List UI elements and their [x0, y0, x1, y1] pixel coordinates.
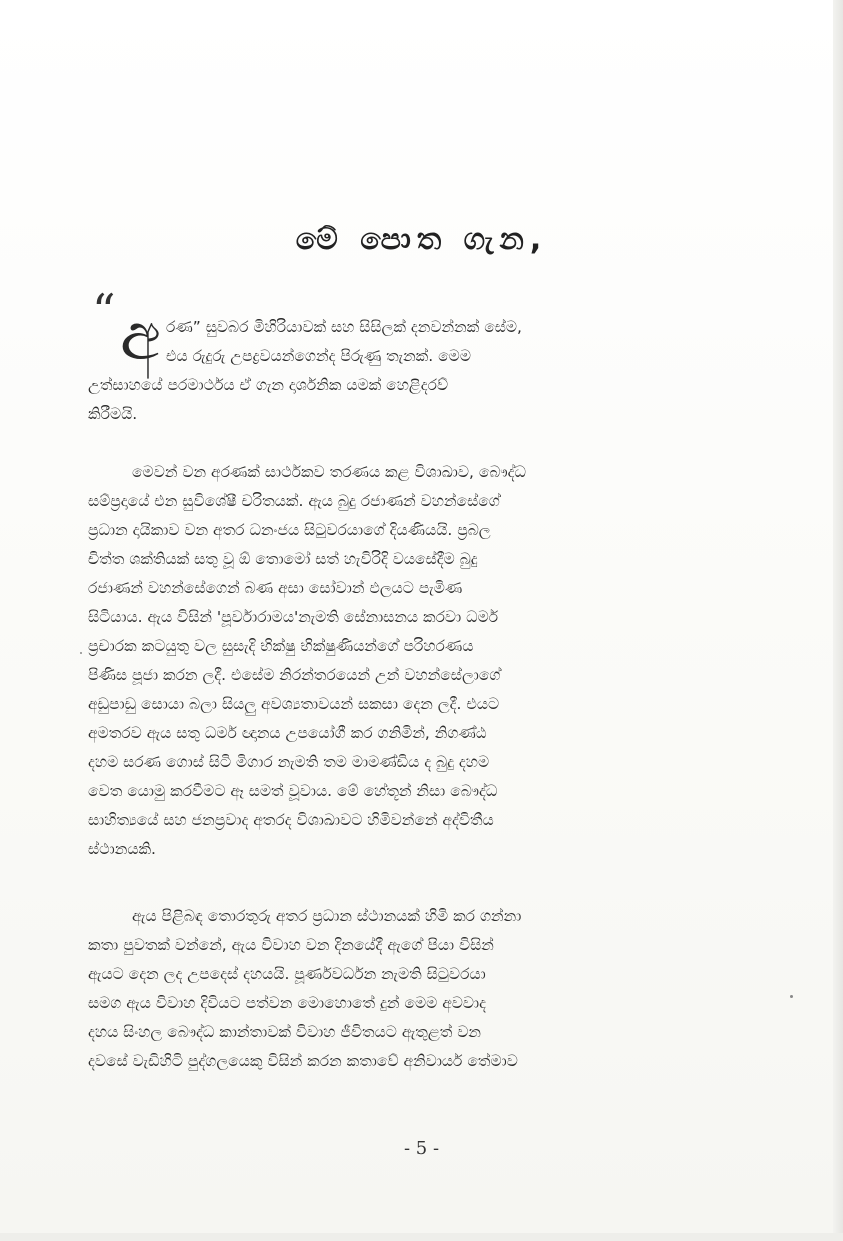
paragraph-line: සිටියාය. ඇය විසින් 'පූර්වාරාමය'නැමති සේනාසනය කරවා ධර්ම [88, 608, 499, 626]
page-edge-right [833, 0, 843, 1241]
opening-quote-mark: “ [92, 284, 116, 338]
paragraph-line: ස්ථානයකි. [88, 840, 156, 858]
paragraph-line: උත්සාහයේ පරමාර්ථය ඒ ගැන දාර්ශනික යමක් හෙළිදරව් [88, 376, 449, 394]
paragraph-line: මෙවන් වන අරණක් සාර්ථකව තරණය කළ විශාඛාව, බෞද්ධ [132, 463, 527, 481]
paragraph-line: සමග ඇය විවාහ දිවියට පත්වන මොහොතේ දුන් මෙම අවවාද [88, 994, 487, 1012]
page-title: මේ පොත ගැන, [295, 222, 548, 257]
paragraph-line: එය රුදුරු උපද්‍රවයන්ගෙන්ද පිරුණු තැනක්. මෙම [166, 347, 471, 365]
paragraph-line: සාහිත්‍යයේ සහ ජනප්‍රවාද අතරද විශාඛාවට හිමිවන්නේ අද්විතීය [88, 811, 494, 829]
paragraph-line: චිත්ත ශක්තියක් සතු වූ ඕ තොමෝ සත් හැවිරිදි වයසේදීම බුදු [88, 550, 478, 568]
paragraph-line: වෙත යොමු කරවීමට ඈ සමත් වූවාය. මේ හේතූන් නිසා බෞද්ධ [88, 782, 498, 800]
paragraph-line: සම්ප්‍රදායේ එන සුවිශේෂී චරිතයක්. ඇය බුදු රජාණන් වහන්සේගේ [88, 492, 500, 510]
paragraph-line: දවසේ වැඩිහිටි පුද්ගලයෙකු විසින් කරන කතාවේ අනිවාර්ය තේමාව [88, 1052, 518, 1070]
paragraph-line: ප්‍රධාන දායිකාව වන අතර ධනංජය සිටුවරයාගේ දියණියයි. ප්‍රබල [88, 521, 491, 539]
paragraph-line: අඩුපාඩු සොයා බලා සියලු අවශ්‍යතාවයන් සකසා දෙන ලදී. එයට [88, 695, 500, 713]
paragraph-line: ඇය පිළිබඳ තොරතුරු අතර ප්‍රධාන ස්ථානයක් හිමි කර ගන්නා [132, 907, 522, 925]
paragraph-line: දහය සිංහල බෞද්ධ කාන්තාවක් විවාහ ජීවිතයට ඇතුළත් වන [88, 1023, 481, 1041]
paragraph-line: රණ” සුවබර මිහිරියාවක් සහ සිසිලක් දනවන්නක් සේම, [166, 318, 522, 336]
page-number: - 5 - [403, 1138, 440, 1159]
opening-paragraph [88, 313, 756, 429]
paragraph-line: කිරීමයි. [88, 405, 138, 423]
paragraph-line: පිණිස පූජා කරන ලදී. එසේම නිරන්තරයෙන් උන් වහන්සේලාගේ [88, 666, 501, 684]
paragraph-line: කතා පුවතක් වන්නේ, ඇය විවාහ වන දිනයේදී ඇගේ පියා විසින් [88, 936, 494, 954]
paragraph-line: ඇයට දෙන ලද උපදෙස් දහයයි. පූර්ණවර්ධන නැමති සිටුවරයා [88, 965, 486, 983]
paragraph-line: අමතරව ඇය සතු ධර්ම ඥානය උපයෝගී කර ගනිමින්, නිගණ්ඨ [88, 724, 487, 742]
drop-cap-letter: අ [120, 298, 161, 375]
paper-speck [790, 995, 793, 998]
paper-speck [80, 652, 82, 654]
paragraph-line: ප්‍රචාරක කටයුතු වල සුසැදි භික්ෂු භික්ෂුණියන්ගේ පරිහරණය [88, 637, 474, 655]
paragraph-three [88, 902, 756, 1076]
paragraph-two [88, 458, 756, 864]
page-edge-bottom [0, 1233, 843, 1241]
paragraph-line: දහම සරණ ගොස් සිටි මිගාර නැමති තම මාමණ්ඩිය ද බුදු දහම [88, 753, 490, 771]
paragraph-line: රජාණන් වහන්සේගෙන් බණ අසා සෝවාන් ඵලයට පැමිණ [88, 579, 463, 597]
